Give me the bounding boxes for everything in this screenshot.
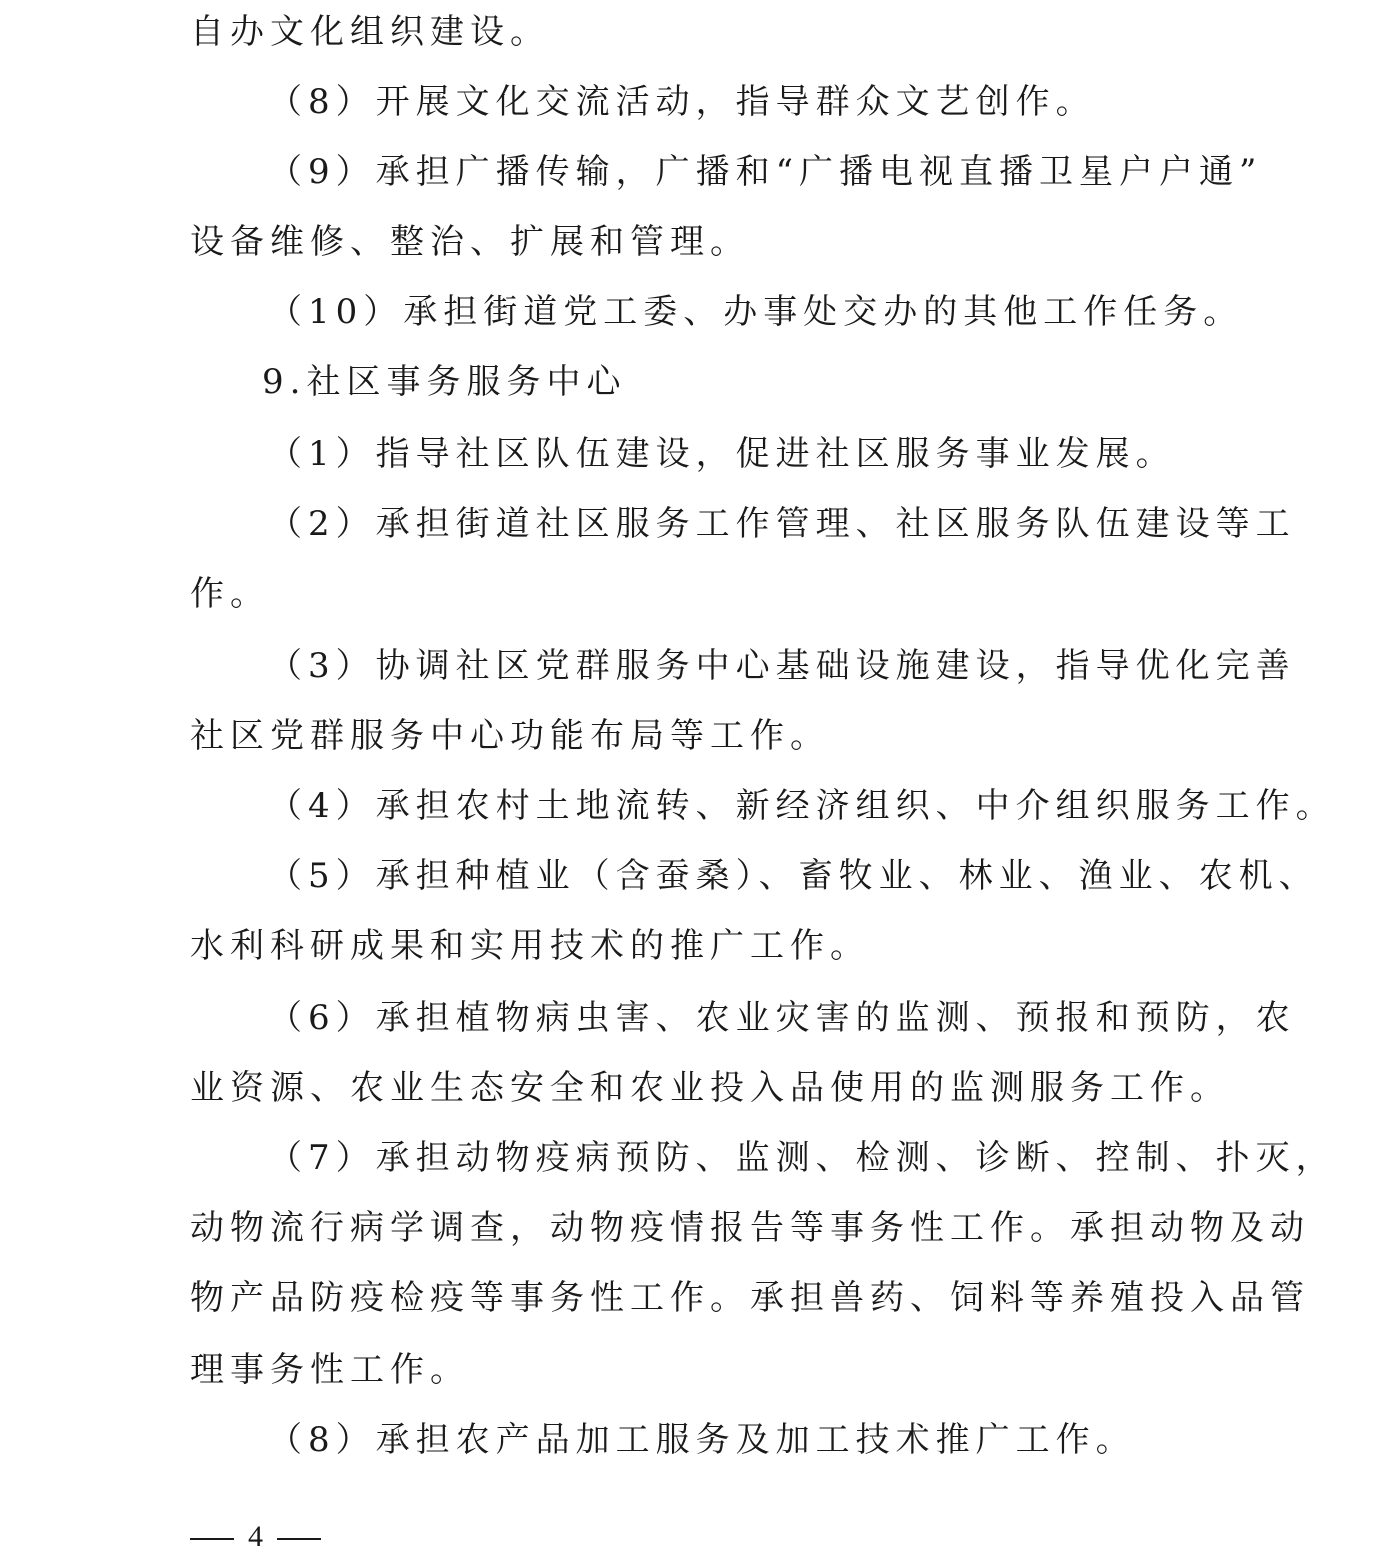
page-number: 4	[248, 1520, 263, 1553]
text-line: （1）指导社区队伍建设，促进社区服务事业发展。	[268, 434, 1176, 474]
text-line: （9）承担广播传输，广播和“广播电视直播卫星户户通”	[268, 152, 1263, 192]
footer-dash-right	[277, 1538, 321, 1540]
text-line: 自办文化组织建设。	[190, 12, 550, 52]
text-line: （6）承担植物病虫害、农业灾害的监测、预报和预防，农	[268, 998, 1296, 1038]
text-line: （3）协调社区党群服务中心基础设施建设，指导优化完善	[268, 646, 1296, 686]
text-line: （10）承担街道党工委、办事处交办的其他工作任务。	[268, 292, 1244, 332]
text-line: 社区党群服务中心功能布局等工作。	[190, 716, 830, 756]
page-footer	[190, 1520, 321, 1554]
text-line: （7）承担动物疫病预防、监测、检测、诊断、控制、扑灭，	[268, 1138, 1336, 1178]
text-line: 业资源、农业生态安全和农业投入品使用的监测服务工作。	[190, 1068, 1230, 1108]
text-line: （8）开展文化交流活动，指导群众文艺创作。	[268, 82, 1096, 122]
text-line: 作。	[190, 574, 270, 614]
text-line: （4）承担农村土地流转、新经济组织、中介组织服务工作。	[268, 786, 1336, 826]
text-line: 物产品防疫检疫等事务性工作。承担兽药、饲料等养殖投入品管	[190, 1278, 1310, 1318]
text-line: （5）承担种植业（含蚕桑）、畜牧业、林业、渔业、农机、	[268, 856, 1319, 896]
text-line: 动物流行病学调查，动物疫情报告等事务性工作。承担动物及动	[190, 1208, 1310, 1248]
section-heading: 9.社区事务服务中心	[262, 362, 627, 402]
text-line: 水利科研成果和实用技术的推广工作。	[190, 926, 870, 966]
text-line: 理事务性工作。	[190, 1350, 470, 1390]
text-line: （8）承担农产品加工服务及加工技术推广工作。	[268, 1420, 1136, 1460]
text-line: （2）承担街道社区服务工作管理、社区服务队伍建设等工	[268, 504, 1296, 544]
footer-dash-left	[190, 1538, 234, 1540]
text-line: 设备维修、整治、扩展和管理。	[190, 222, 750, 262]
